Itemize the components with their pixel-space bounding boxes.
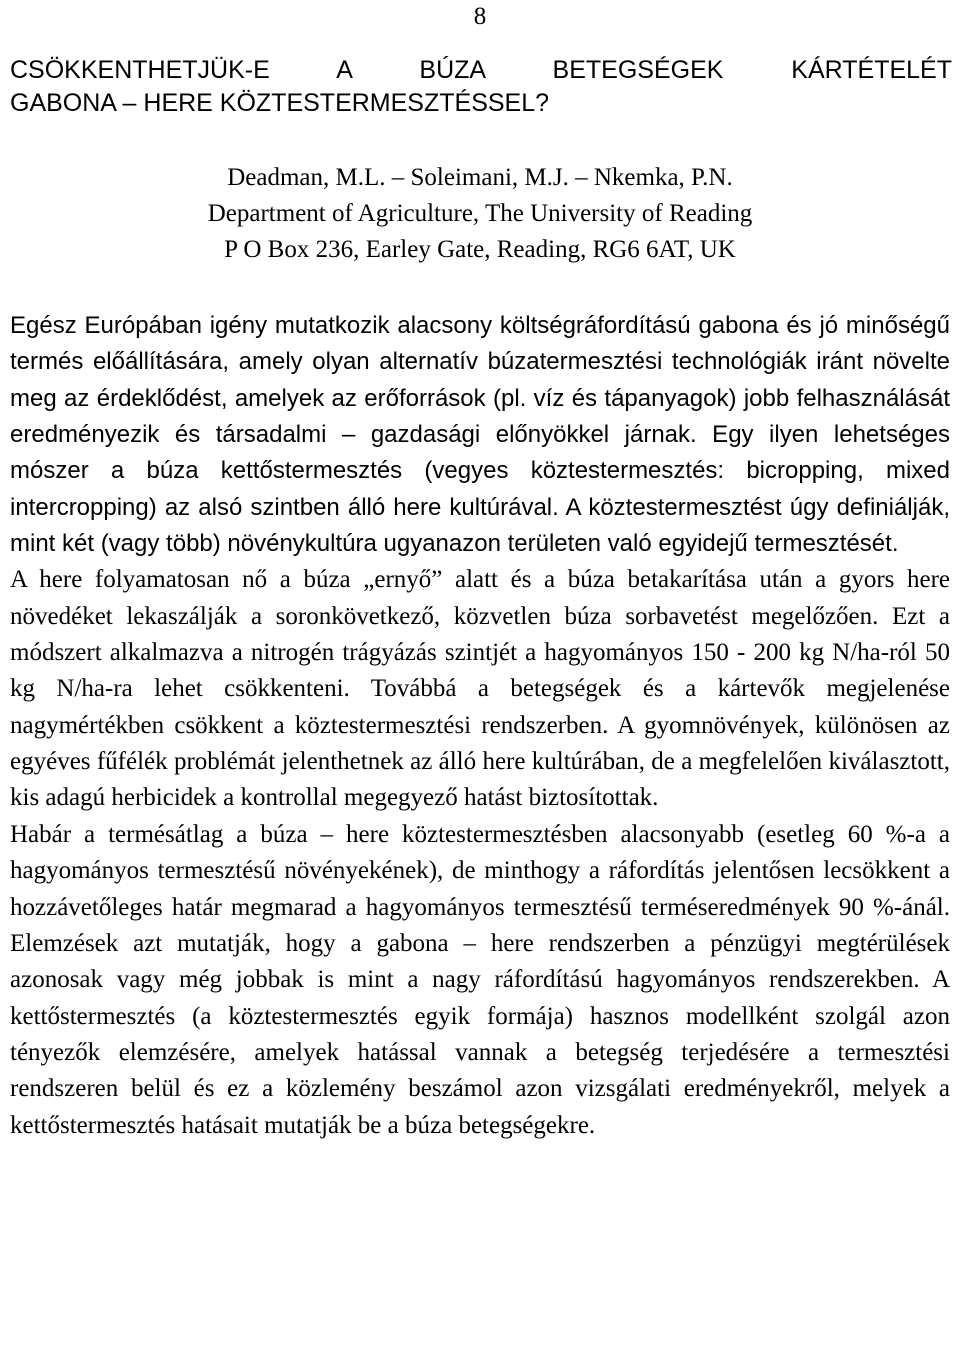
author-affiliation: Department of Agriculture, The University of Reading	[207, 200, 753, 227]
body-paragraph-3: Habár a termésátlag a búza – here köztestermesztésben alacsonyabb (esetleg 60 %-a a hagyományos termesztésű növényekének), de minthogy a ráfordítás jelentősen lecsökkent a hozzávetőleges határ megmarad a hagyományos termesztésű terméseredmények 90 %-ánál. Elemzések azt mutatják, hogy a gabona – here rendszerben a pénzügyi megtérülések azonosak vagy még jobbak is mint a nagy ráfordítású hagyományos rendszerekben. A kettőstermesztés (a köztestermesztés egyik formája) hasznos modellként szolgál azon tényezők elemzésére, amelyek hatással vannak a betegség terjedésére a termesztési rendszeren belül és ez a közlemény beszámol azon vizsgálati eredményekről, melyek a kettőstermesztés hatásait mutatják be a búza betegségekre.	[10, 820, 950, 1139]
article-title-line-1: CSÖKKENTHETJÜK-E A BÚZA BETEGSÉGEK KÁRTÉTELÉT	[10, 56, 952, 84]
body-paragraph-2: A here folyamatosan nő a búza „ernyő” alatt és a búza betakarítása után a gyors here növedéket lekaszálják a soronkövetkező, közvetlen búza sorbavetést megelőzően. Ezt a módszert alkalmazva a nitrogén trágyázás szintjét a hagyományos 150 - 200 kg N/ha-ról 50 kg N/ha-ra lehet csökkenteni. Továbbá a betegségek és a kártevők megjelenése nagymértékben csökkent a köztestermesztési rendszerben. A gyomnövények, különösen az egyéves fűfélék problémát jelenthetnek az álló here kultúrában, de a megfelelően kiválasztott, kis adagú herbicidek a kontrollal megegyező hatást biztosítottak.	[10, 566, 950, 812]
page-number: 8	[473, 3, 487, 30]
body-paragraph-1: Egész Európában igény mutatkozik alacsony költségráfordítású gabona és jó minőségű termés előállítására, amely olyan alternatív búzatermesztési technológiák iránt növelte meg az érdeklődést, amelyek az erőforrások (pl. víz és tápanyagok) jobb felhasználását eredményezik és társadalmi – gazdasági előnyökkel járnak. Egy ilyen lehetséges mószer a búza kettőstermesztés (vegyes köztestermesztés: bicropping, mixed intercropping) az alsó szintben álló here kultúrával. A köztestermesztést úgy definiálják, mint két (vagy több) növénykultúra ugyanazon területen való egyidejű termesztését.	[10, 312, 950, 558]
author-block	[0, 160, 960, 268]
article-body	[10, 308, 950, 1144]
article-title-line-2: GABONA – HERE KÖZTESTERMESZTÉSSEL?	[10, 89, 550, 117]
author-names: Deadman, M.L. – Soleimani, M.J. – Nkemka, P.N.	[227, 164, 733, 191]
article-title	[10, 54, 952, 120]
author-address: P O Box 236, Earley Gate, Reading, RG6 6AT, UK	[224, 236, 736, 263]
